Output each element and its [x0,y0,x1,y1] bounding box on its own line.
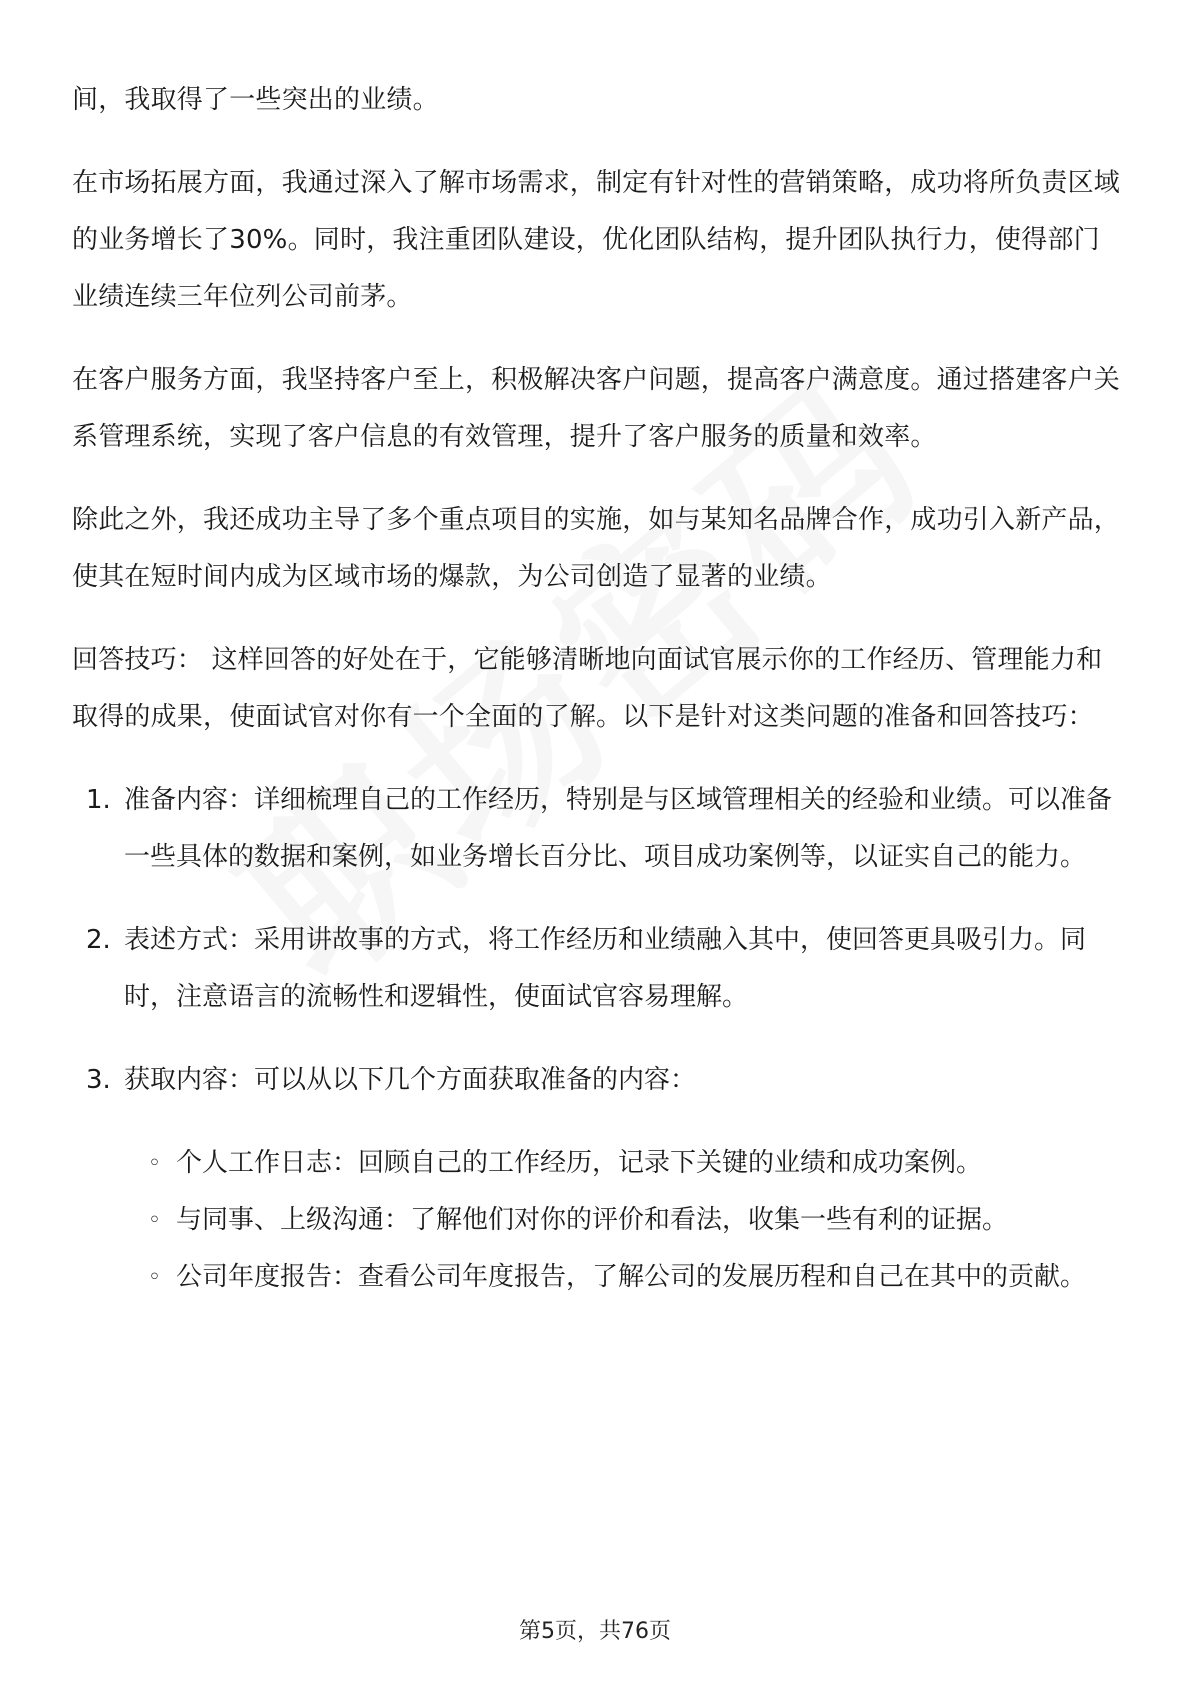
sub-list-item [124,1135,1122,1192]
bullet-icon: ◦ [148,1208,161,1233]
bullet-icon: ◦ [148,1151,161,1176]
page-number-footer: 第5页，共76页 [519,1619,671,1644]
sub-list-item-text: 个人工作日志：回顾自己的工作经历，记录下关键的业绩和成功案例。 [176,1148,983,1178]
sub-list-item-text: 公司年度报告：查看公司年度报告，了解公司的发展历程和自己在其中的贡献。 [176,1262,1087,1292]
paragraph-key-projects: 除此之外，我还成功主导了多个重点项目的实施，如与某知名品牌合作，成功引入新产品，使其在短时间内成为区域市场的爆款，为公司创造了显著的业绩。 [72,505,1121,592]
list-item [72,912,1122,1026]
list-item-text: 准备内容：详细梳理自己的工作经历，特别是与区域管理相关的经验和业绩。可以准备一些具体的数据和案例，如业务增长百分比、项目成功案例等，以证实自己的能力。 [124,785,1113,872]
sub-list-item [124,1192,1122,1249]
tips-list [72,772,1122,1306]
list-number: 1. [86,785,111,815]
list-item [72,772,1122,886]
list-number: 2. [86,925,111,955]
paragraph-market-expansion: 在市场拓展方面，我通过深入了解市场需求，制定有针对性的营销策略，成功将所负责区域的业务增长了30%。同时，我注重团队建设，优化团队结构，提升团队执行力，使得部门业绩连续三年位列公司前茅。 [72,168,1121,312]
list-item-text: 获取内容：可以从以下几个方面获取准备的内容： [124,1065,697,1095]
sub-list-item-text: 与同事、上级沟通：了解他们对你的评价和看法，收集一些有利的证据。 [176,1205,1009,1235]
paragraph-customer-service: 在客户服务方面，我坚持客户至上，积极解决客户问题，提高客户满意度。通过搭建客户关系管理系统，实现了客户信息的有效管理，提升了客户服务的质量和效率。 [72,365,1121,452]
sub-list [124,1135,1122,1306]
paragraph-intro-tail: 间，我取得了一些突出的业绩。 [72,85,439,115]
sub-list-item [124,1249,1122,1306]
list-item-text: 表述方式：采用讲故事的方式，将工作经历和业绩融入其中，使回答更具吸引力。同时，注意语言的流畅性和逻辑性，使面试官容易理解。 [124,925,1087,1012]
list-item [72,1052,1122,1306]
paragraph-answer-tips: 回答技巧： 这样回答的好处在于，它能够清晰地向面试官展示你的工作经历、管理能力和取得的成果，使面试官对你有一个全面的了解。以下是针对这类问题的准备和回答技巧： [72,645,1103,732]
bullet-icon: ◦ [148,1265,161,1290]
page-content [72,72,1122,1332]
list-number: 3. [86,1065,111,1095]
